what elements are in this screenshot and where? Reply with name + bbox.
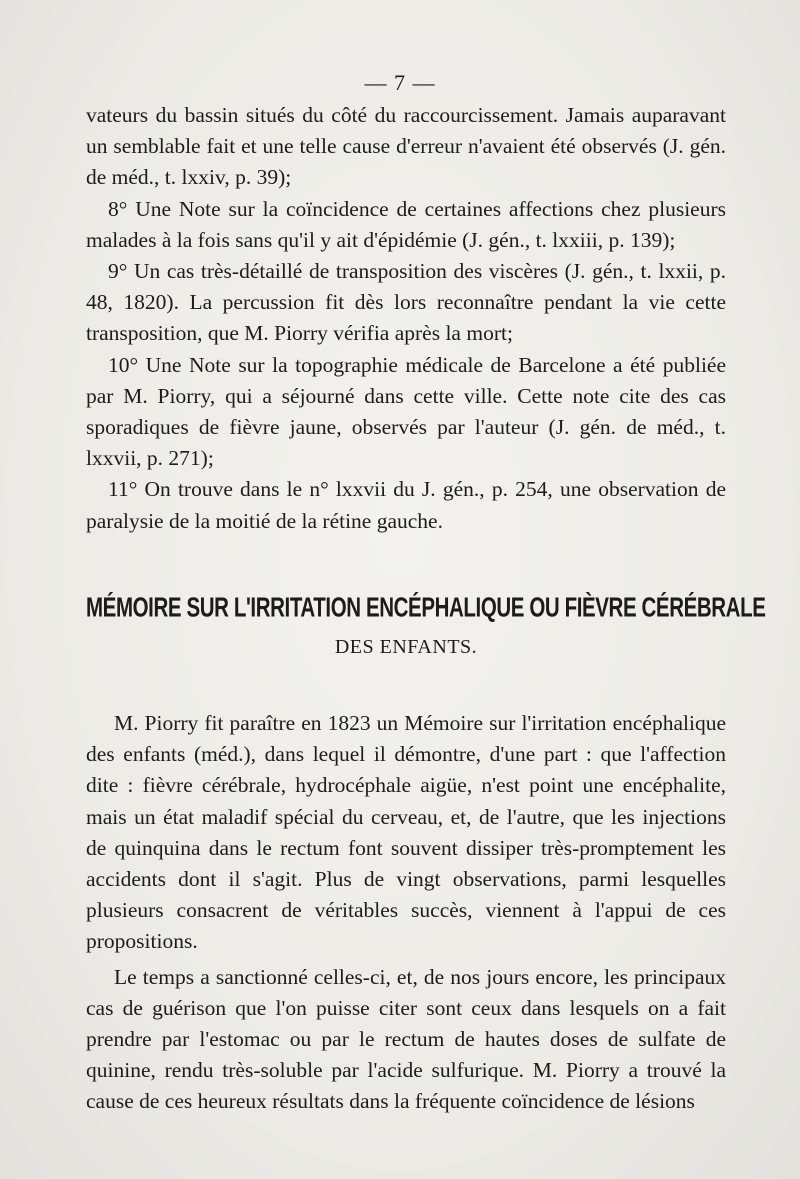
list-item-10: 10° Une Note sur la topographie médicale de Barcelone a été publiée par M. Piorry, qui a séjourné dans cette ville. Cette note cite des cas sporadiques de fièvre jaune, observés par l'auteur (J. gén. de méd., t. lxxvii, p. 271); [86,352,726,471]
section-heading [86,592,766,659]
paragraph-temps: Le temps a sanctionné celles-ci, et, de nos jours encore, les principaux cas de guérison que l'on puisse citer sont ceux dans lesquels on a fait prendre par l'estomac ou par le rectum de hautes doses de sulfate de quinine, rendu très-soluble par l'acide sulfurique. M. Piorry a trouvé la cause de ces heureux résultats dans la fréquente coïncidence de lésions [86,964,726,1114]
list-item-8: 8° Une Note sur la coïncidence de certaines affections chez plusieurs malades à la fois sans qu'il y ait d'épidémie (J. gén., t. lxxiii, p. 139); [86,196,726,252]
section-title: MÉMOIRE SUR L'IRRITATION ENCÉPHALIQUE OU FIÈVRE CÉRÉBRALE [86,592,766,624]
list-item-9: 9° Un cas très-détaillé de transposition des viscères (J. gén., t. lxxii, p. 48, 1820). La percussion fit dès lors reconnaître pendant la vie cette transposition, que M. Piorry vérifia après la mort; [86,259,726,346]
paragraph-continuation: vateurs du bassin situés du côté du raccourcissement. Jamais auparavant un semblable fait et une telle cause d'erreur n'avaient été observés (J. gén. de méd., t. lxxiv, p. 39); [86,103,726,190]
bibliography-list [86,100,726,537]
paragraph-memoire: M. Piorry fit paraître en 1823 un Mémoire sur l'irritation encéphalique des enfants (méd.), dans lequel il démontre, d'une part : que l'affection dite : fièvre cérébrale, hydrocéphale aigüe, n'est point une encéphalite, mais un état maladif spécial du cerveau, et, de l'autre, que les injections de quinquina dans le rectum font souvent dissiper très-promptement les accidents dont il s'agit. Plus de vingt observations, parmi lesquelles plusieurs consacrent de véritables succès, viennent à l'appui de ces propositions. [86,711,726,954]
memoire-body [86,708,726,1118]
section-subtitle: DES ENFANTS. [334,636,478,658]
list-item-11: 11° On trouve dans le n° lxxvii du J. gén., p. 254, une observation de paralysie de la moitié de la rétine gauche. [86,477,726,533]
page-number: — 7 — [364,70,436,95]
